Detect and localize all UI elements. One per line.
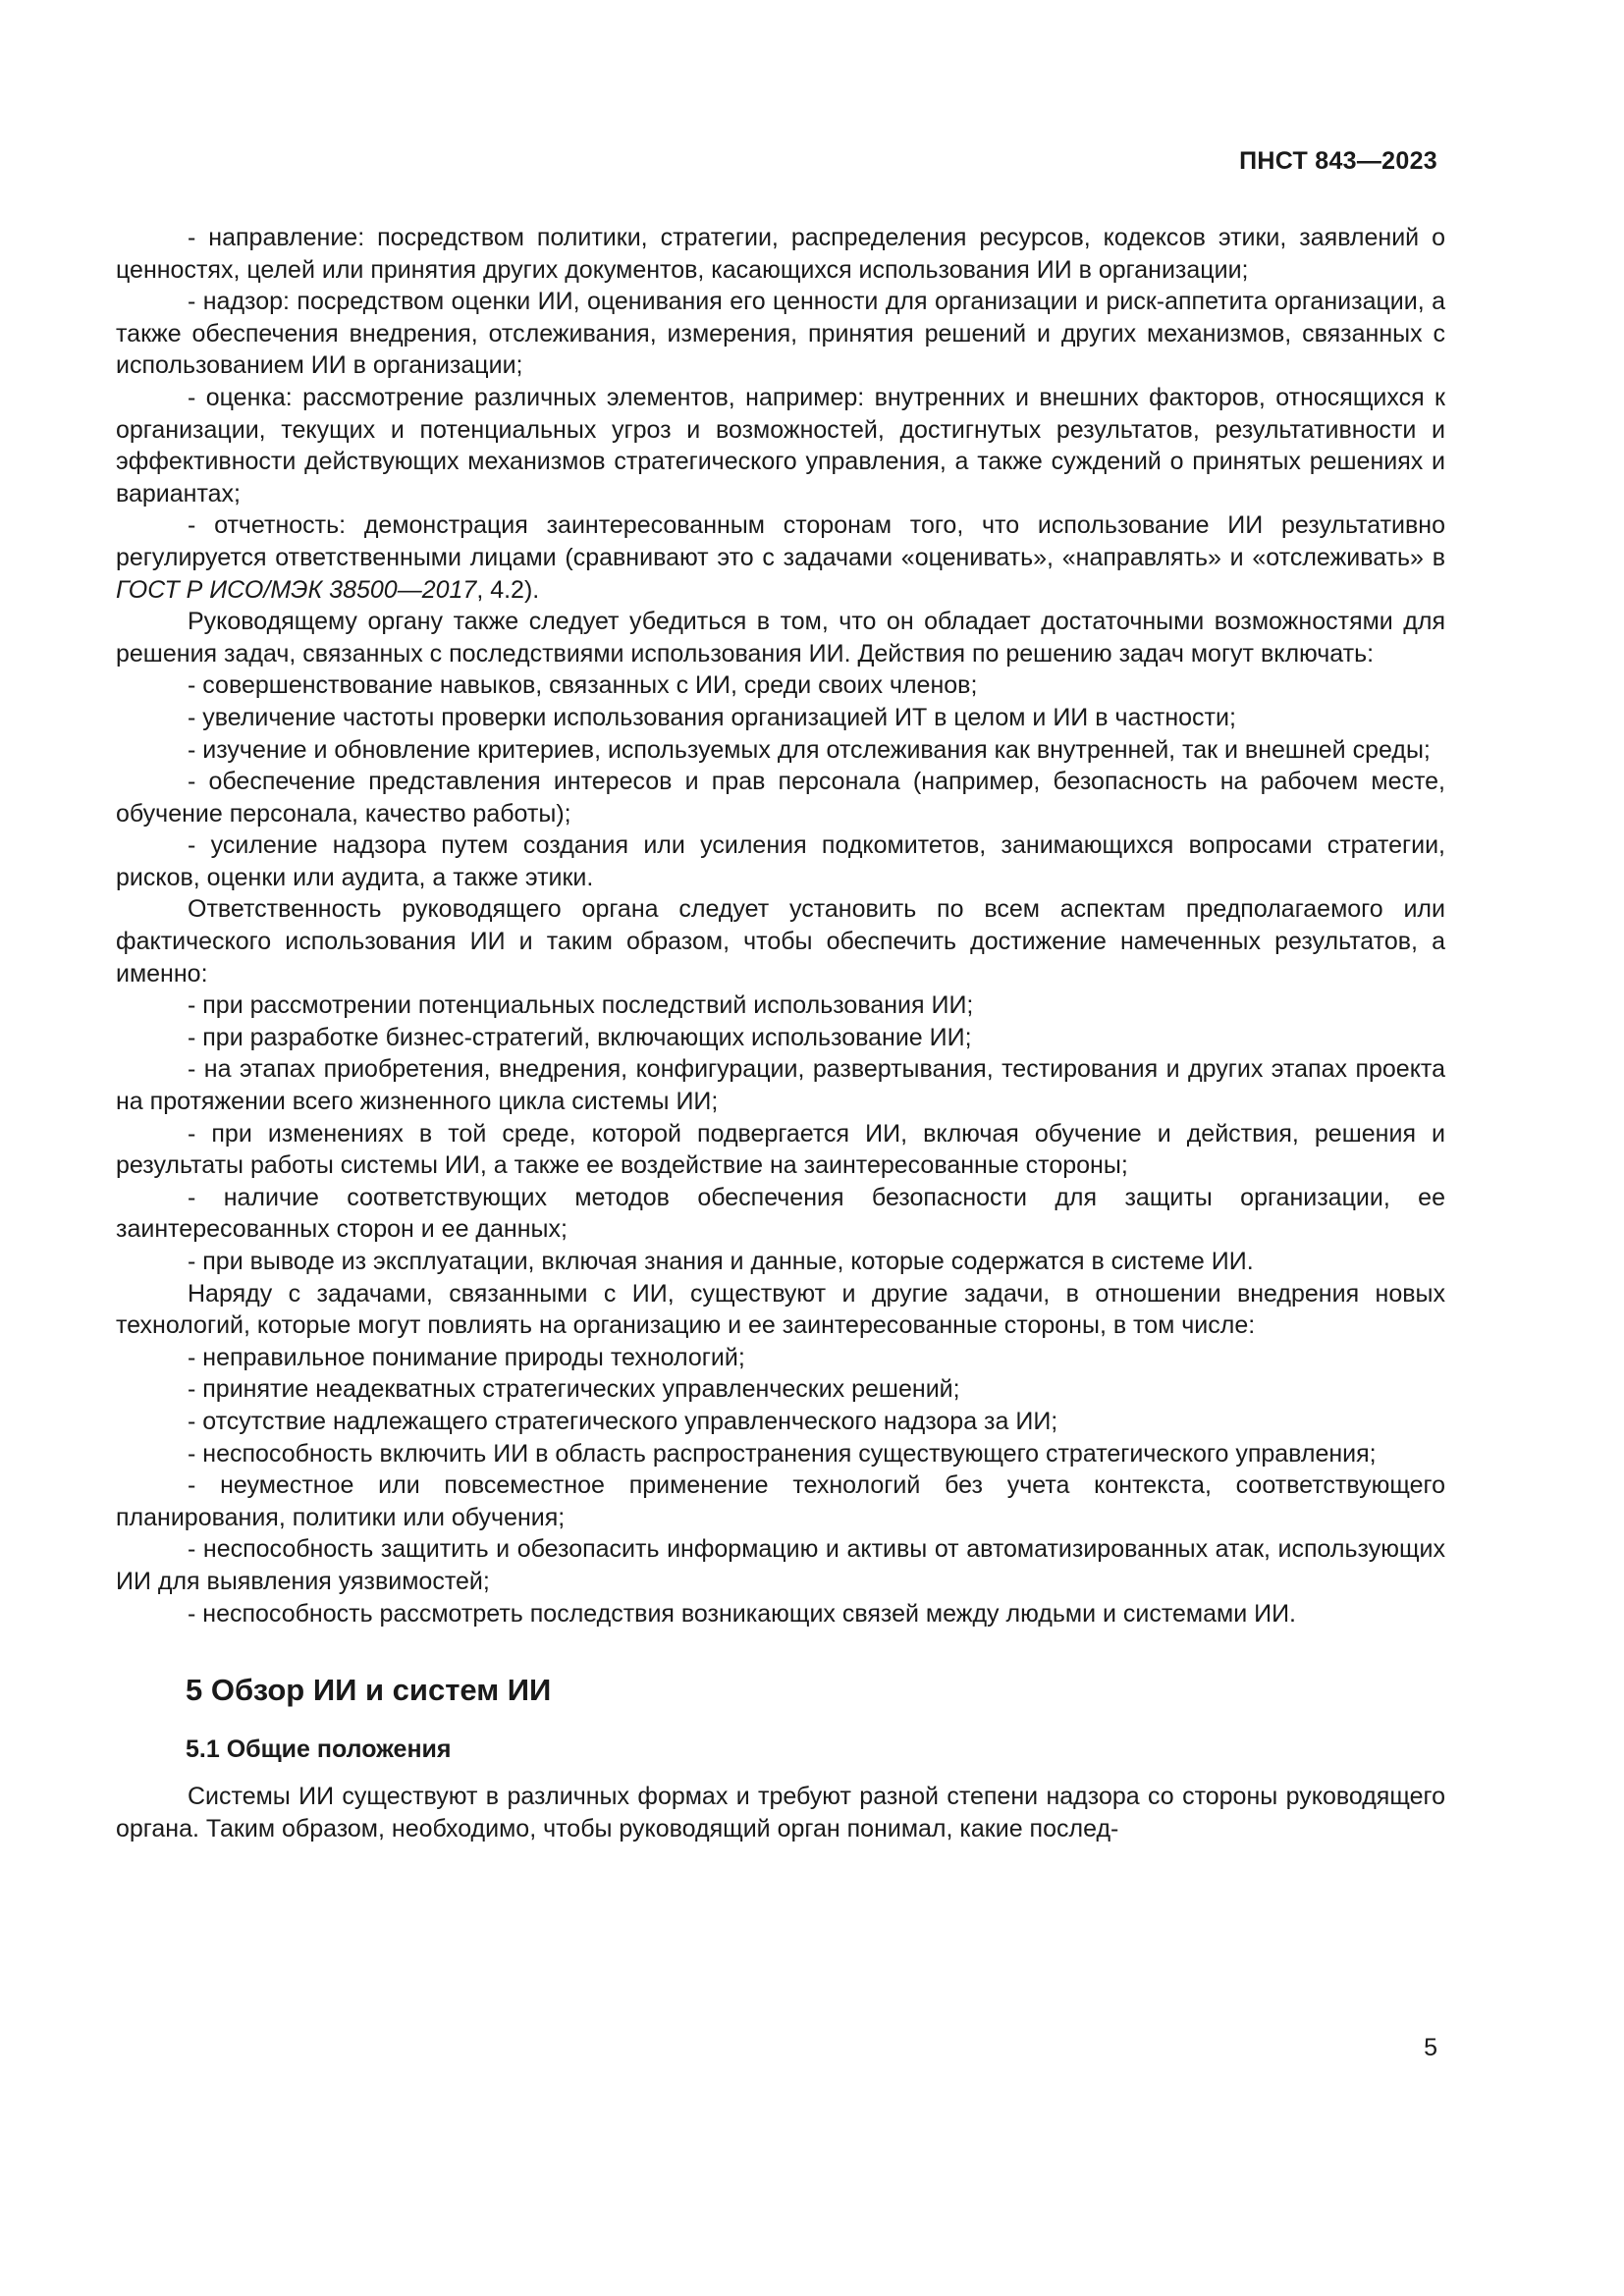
list-item: - неуместное или повсеместное применение технологий без учета контекста, соответствующего планирования, политики или обучения; — [116, 1471, 1445, 1531]
paragraph: - надзор: посредством оценки ИИ, оценивания его ценности для организации и риск-аппетита организации, а также обеспечения внедрения, отслеживания, измерения, принятия решений и других механизмов, связанных с использованием ИИ в организации; — [116, 288, 1445, 380]
list-item: - совершенствование навыков, связанных с ИИ, среди своих членов; — [188, 671, 978, 700]
section-heading: 5 Обзор ИИ и систем ИИ — [186, 1673, 552, 1708]
list-item: - усиление надзора путем создания или усиления подкомитетов, занимающихся вопросами стратегии, рисков, оценки или аудита, а также этики. — [116, 831, 1445, 891]
document-code-header: ПНСТ 843—2023 — [1239, 147, 1437, 175]
accountability-text: - отчетность: демонстрация заинтересованным сторонам того, что использование ИИ результативно регулируется ответственными лицами (сравнивают это с задачами «оценивать», «направлять» и «отслеживать» в — [116, 511, 1445, 571]
list-item: - при изменениях в той среде, которой подвергается ИИ, включая обучение и действия, решения и результаты работы системы ИИ, а также ее воздействие на заинтересованные стороны; — [116, 1119, 1445, 1180]
list-item: - принятие неадекватных стратегических управленческих решений; — [188, 1375, 960, 1404]
list-item: - увеличение частоты проверки использования организацией ИТ в целом и ИИ в частности; — [188, 703, 1236, 731]
standard-reference: ГОСТ Р ИСО/МЭК 38500—2017 — [116, 575, 477, 604]
list-item: - на этапах приобретения, внедрения, конфигурации, развертывания, тестирования и других этапах проекта на протяжении всего жизненного цикла системы ИИ; — [116, 1055, 1445, 1116]
paragraph: - оценка: рассмотрение различных элементов, например: внутренних и внешних факторов, относящихся к организации, текущих и потенциальных угроз и возможностей, достигнутых результатов, результативности и эффективности действующих механизмов стратегического управления, а также суждений о принятых решениях и вариантах; — [116, 383, 1445, 507]
document-body — [116, 222, 1445, 1844]
list-item: - неспособность защитить и обезопасить информацию и активы от автоматизированных атак, использующих ИИ для выявления уязвимостей; — [116, 1535, 1445, 1595]
page-number: 5 — [1424, 2034, 1437, 2061]
paragraph: Руководящему органу также следует убедиться в том, что он обладает достаточными возможностями для решения задач, связанных с последствиями использования ИИ. Действия по решению задач могут включать: — [116, 608, 1445, 667]
list-item: - при рассмотрении потенциальных последствий использования ИИ; — [188, 991, 974, 1020]
list-item: - обеспечение представления интересов и прав персонала (например, безопасность на рабочем месте, обучение персонала, качество работы); — [116, 768, 1445, 828]
paragraph: Наряду с задачами, связанными с ИИ, существуют и другие задачи, в отношении внедрения новых технологий, которые могут повлиять на организацию и ее заинтересованные стороны, в том числе: — [116, 1279, 1445, 1340]
accountability-tail: , 4.2). — [476, 575, 540, 604]
list-item: - неправильное понимание природы технологий; — [188, 1343, 745, 1371]
list-item: - при выводе из эксплуатации, включая знания и данные, которые содержатся в системе ИИ. — [188, 1248, 1254, 1275]
paragraph: Ответственность руководящего органа следует установить по всем аспектам предполагаемого или фактического использования ИИ и таким образом, чтобы обеспечить достижение намеченных результатов, а именно: — [116, 895, 1445, 988]
list-item: - неспособность включить ИИ в область распространения существующего стратегического управления; — [188, 1439, 1377, 1468]
list-item: - неспособность рассмотреть последствия возникающих связей между людьми и системами ИИ. — [188, 1599, 1297, 1628]
paragraph-accountability — [116, 509, 1445, 606]
list-item: - отсутствие надлежащего стратегического управленческого надзора за ИИ; — [188, 1407, 1058, 1435]
paragraph: - направление: посредством политики, стратегии, распределения ресурсов, кодексов этики, заявлений о ценностях, целей или принятия других документов, касающихся использования ИИ в организации; — [116, 224, 1445, 284]
list-item: - при разработке бизнес-стратегий, включающих использование ИИ; — [188, 1023, 972, 1051]
paragraph: Системы ИИ существуют в различных формах и требуют разной степени надзора со стороны руководящего органа. Таким образом, необходимо, чтобы руководящий орган понимал, какие послед- — [116, 1783, 1445, 1842]
list-item: - наличие соответствующих методов обеспечения безопасности для защиты организации, ее заинтересованных сторон и ее данных; — [116, 1183, 1445, 1244]
subsection-heading: 5.1 Общие положения — [186, 1735, 452, 1764]
list-item: - изучение и обновление критериев, используемых для отслеживания как внутренней, так и внешней среды; — [188, 735, 1431, 764]
